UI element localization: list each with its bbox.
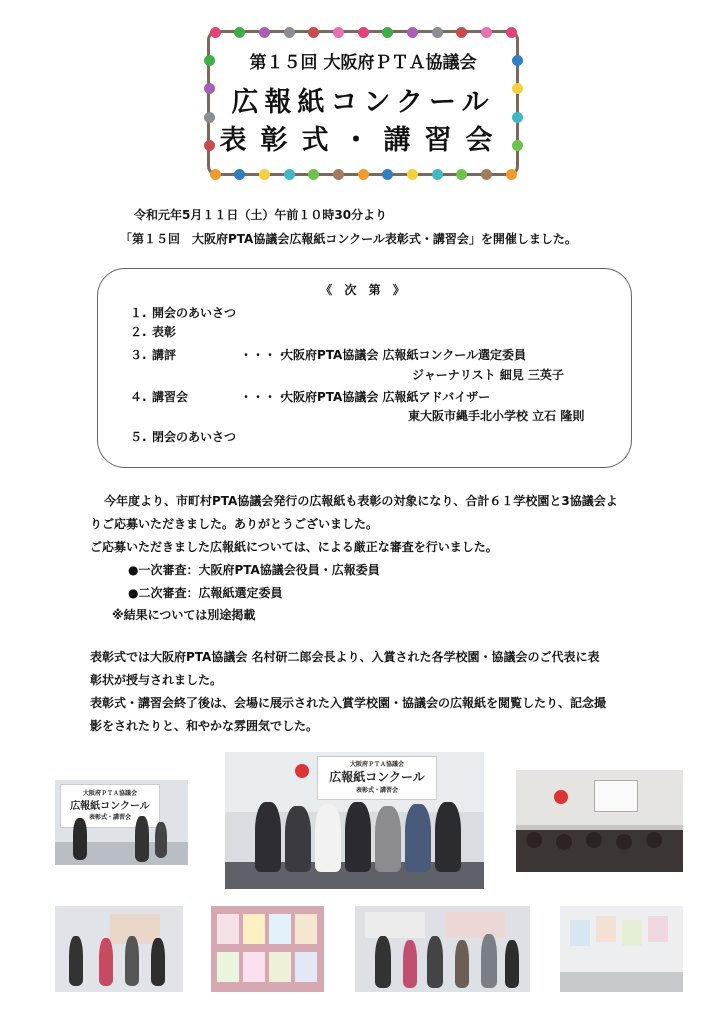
decorative-dot xyxy=(284,169,295,180)
person xyxy=(73,818,87,860)
body-paragraph-1-cont: りご応募いただきました。ありがとうございました。 xyxy=(90,517,379,531)
photo-banner-room xyxy=(55,780,188,865)
program-item-org: 大阪府PTA協議会 広報紙コンクール選定委員 xyxy=(281,348,527,362)
intro-event: 「第１５回 大阪府PTA協議会広報紙コンクール表彰式・講習会」を開催しました。 xyxy=(120,232,577,246)
review-bullet-1: ●一次審査：大阪府PTA協議会役員・広報委員 xyxy=(128,563,380,577)
decorative-dot xyxy=(382,27,393,38)
program-item-label: 開会のあいさつ xyxy=(152,306,237,320)
person xyxy=(69,936,83,986)
person xyxy=(405,804,431,872)
decorative-dot xyxy=(481,27,492,38)
decorative-dot xyxy=(308,27,319,38)
body-paragraph-3-cont: 彰状が授与されました。 xyxy=(90,673,223,687)
decorative-dot xyxy=(234,27,245,38)
photo-posters xyxy=(211,906,324,992)
decorative-dot xyxy=(456,169,467,180)
decorative-dot xyxy=(308,169,319,180)
decorative-dot xyxy=(407,169,418,180)
photo-display xyxy=(560,906,683,992)
decorative-dot xyxy=(407,27,418,38)
event-subtitle: 表彰式・講習会 xyxy=(219,125,507,156)
program-item-dots: ・・・・ xyxy=(240,348,289,362)
photo-viewing-2 xyxy=(355,906,530,992)
event-series-title: 第１５回 大阪府ＰＴＡ協議会 xyxy=(249,53,477,73)
person xyxy=(255,802,281,872)
decorative-dot xyxy=(210,169,221,180)
flag-icon xyxy=(554,790,568,804)
body-paragraph-4-cont: 影をされたりと、和やかな雰囲気でした。 xyxy=(90,719,319,733)
results-note: ※結果については別途掲載 xyxy=(112,608,256,622)
banner-title: 広報紙コンクール xyxy=(329,770,425,784)
program-item-dots: ・・・・ xyxy=(240,390,289,404)
banner-organizer: 大阪府ＰＴＡ協議会 xyxy=(82,790,137,797)
person xyxy=(285,806,311,872)
intro-date: 令和元年5月１１日（土）午前１０時30分より xyxy=(134,208,388,222)
body-paragraph-1: 今年度より、市町村PTA協議会発行の広報紙も表彰の対象になり、合計６１学校園と3協議会よ xyxy=(104,494,618,508)
program-item-label: 講評 xyxy=(152,348,177,362)
program-item-org: 大阪府PTA協議会 広報紙アドバイザー xyxy=(281,390,491,404)
decorative-dot xyxy=(284,27,295,38)
person xyxy=(435,802,461,872)
program-item-person: 東大阪市縄手北小学校 立石 隆則 xyxy=(408,409,585,423)
program-item-num: ３. xyxy=(130,348,147,362)
program-item-label: 講習会 xyxy=(152,390,189,404)
decorative-dot xyxy=(358,27,369,38)
program-item-person: ジャーナリスト 細見 三英子 xyxy=(412,368,564,382)
projector-screen xyxy=(594,780,638,812)
decorative-dot xyxy=(506,169,517,180)
decorative-dot xyxy=(506,27,517,38)
program-item-num: １. xyxy=(130,306,147,320)
decorative-dot xyxy=(234,169,245,180)
flag-icon xyxy=(295,764,309,778)
event-banner xyxy=(317,756,437,800)
person xyxy=(125,936,139,986)
person xyxy=(375,806,401,872)
banner-organizer: 大阪府ＰＴＡ協議会 xyxy=(349,761,404,768)
banner-subtitle: 表彰式・講習会 xyxy=(355,787,398,794)
person xyxy=(151,938,165,986)
person xyxy=(99,938,113,986)
photo-viewing-1 xyxy=(55,906,183,992)
decorative-dot xyxy=(333,27,344,38)
body-paragraph-2: ご応募いただきました広報紙については、による厳正な審査を行いました。 xyxy=(90,540,498,554)
photo-group xyxy=(225,752,484,889)
event-main-title: 広報紙コンクール xyxy=(231,87,495,118)
body-paragraph-4: 表彰式・講習会終了後は、会場に展示された入賞学校園・協議会の広報紙を閲覧したり、記念撮 xyxy=(90,696,607,710)
program-item-label: 閉会のあいさつ xyxy=(152,430,237,444)
decorative-dot xyxy=(456,27,467,38)
photo-lecture xyxy=(516,770,683,872)
person xyxy=(315,804,341,872)
decorative-dot xyxy=(382,169,393,180)
decorative-dot xyxy=(358,169,369,180)
banner-subtitle: 表彰式・講習会 xyxy=(88,814,131,821)
program-item-label: 表彰 xyxy=(152,325,177,339)
person xyxy=(155,822,167,858)
review-bullet-2: ●二次審査：広報紙選定委員 xyxy=(128,586,283,600)
program-item-num: ４. xyxy=(130,390,147,404)
decorative-dot xyxy=(259,169,270,180)
decorative-dot xyxy=(481,169,492,180)
decorative-dot xyxy=(210,27,221,38)
program-item-num: ５. xyxy=(130,430,147,444)
body-paragraph-3: 表彰式では大阪府PTA協議会 名村研二郎会長より、入賞された各学校園・協議会のご代表に表 xyxy=(90,650,600,664)
program-heading: 《 次 第 》 xyxy=(320,283,409,297)
decorative-dot xyxy=(432,27,443,38)
decorative-dot xyxy=(333,169,344,180)
banner-title: 広報紙コンクール xyxy=(70,801,150,812)
person xyxy=(345,802,371,872)
decorative-dot xyxy=(432,169,443,180)
person xyxy=(135,816,149,862)
decorative-dot xyxy=(259,27,270,38)
program-item-num: ２. xyxy=(130,325,147,339)
